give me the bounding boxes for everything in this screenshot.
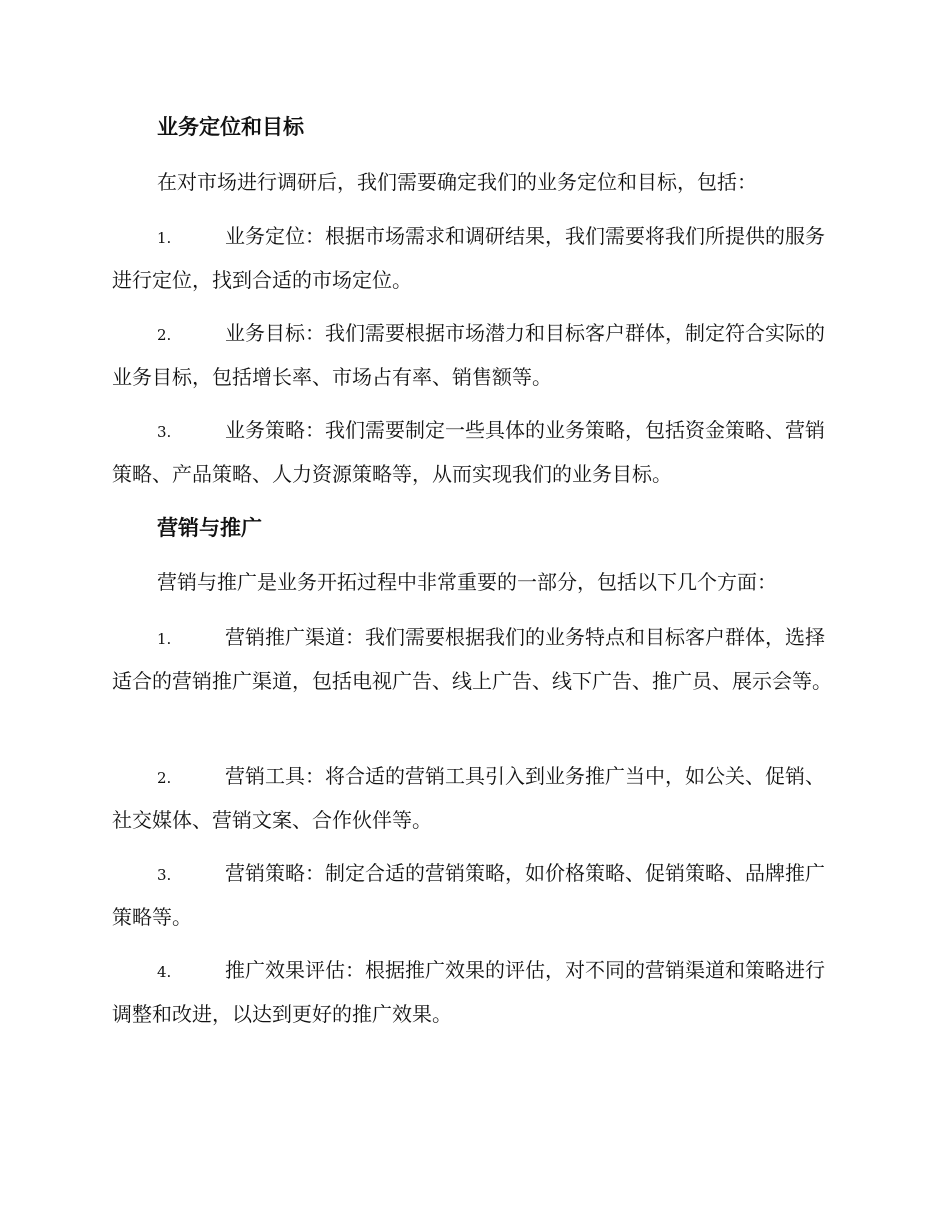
list-item (112, 215, 837, 301)
list-item-number: 3. (157, 423, 172, 441)
list-item-number: 4. (157, 963, 172, 981)
list-item-text: 营销工具：将合适的营销工具引入到业务推广当中，如公关、促销、社交媒体、营销文案、合作伙伴等。 (112, 764, 825, 832)
list-item (112, 409, 837, 495)
list-item (112, 852, 837, 938)
list-item-text: 业务定位：根据市场需求和调研结果，我们需要将我们所提供的服务进行定位，找到合适的市场定位。 (112, 224, 825, 292)
list-item (112, 616, 837, 702)
list-item (112, 949, 837, 1035)
list-item-text: 营销推广渠道：我们需要根据我们的业务特点和目标客户群体，选择适合的营销推广渠道，包括电视广告、线上广告、线下广告、推广员、展示会等。 (112, 625, 832, 693)
section-heading-marketing: 营销与推广 (157, 515, 262, 540)
list-item-number: 1. (157, 630, 172, 648)
section-intro-marketing: 营销与推广是业务开拓过程中非常重要的一部分，包括以下几个方面： (157, 570, 777, 594)
list-item-text: 推广效果评估：根据推广效果的评估，对不同的营销渠道和策略进行调整和改进，以达到更好的推广效果。 (112, 958, 825, 1026)
list-item (112, 755, 837, 841)
list-item-text: 营销策略：制定合适的营销策略，如价格策略、促销策略、品牌推广策略等。 (112, 861, 825, 929)
section-intro-business-positioning: 在对市场进行调研后，我们需要确定我们的业务定位和目标，包括： (157, 170, 757, 194)
list-item-text: 业务目标：我们需要根据市场潜力和目标客户群体，制定符合实际的业务目标，包括增长率、市场占有率、销售额等。 (112, 321, 825, 389)
section-heading-business-positioning: 业务定位和目标 (157, 114, 304, 139)
list-item (112, 312, 837, 398)
list-item-number: 1. (157, 229, 172, 247)
list-item-text: 业务策略：我们需要制定一些具体的业务策略，包括资金策略、营销策略、产品策略、人力资源策略等，从而实现我们的业务目标。 (112, 418, 825, 486)
list-item-number: 3. (157, 866, 172, 884)
list-item-number: 2. (157, 769, 172, 787)
list-item-number: 2. (157, 326, 172, 344)
